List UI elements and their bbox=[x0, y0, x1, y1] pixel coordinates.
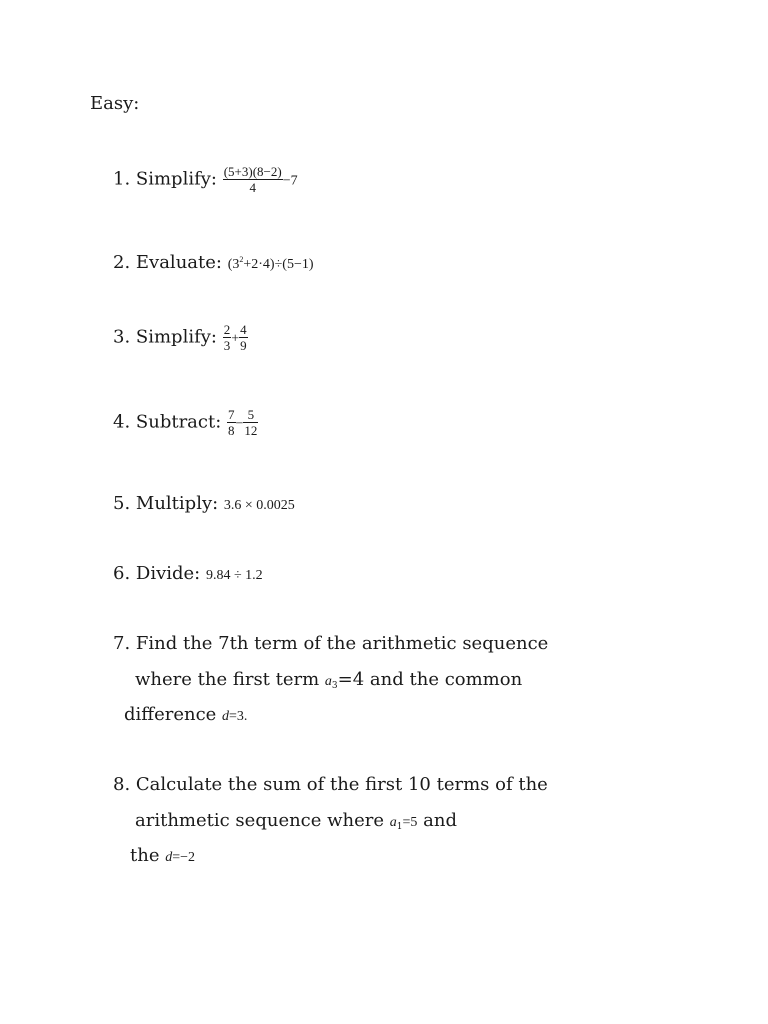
problem-8-line-2-end: and bbox=[417, 810, 457, 831]
problem-6-label: 6. Divide: bbox=[113, 563, 206, 584]
section-heading: Easy: bbox=[90, 93, 140, 114]
problem-3-f1-denominator: 3 bbox=[223, 338, 231, 353]
problem-8-d-value: =−2 bbox=[172, 850, 195, 865]
problem-4-operator: − bbox=[235, 416, 244, 432]
problem-3-label: 3. Simplify: bbox=[113, 326, 223, 348]
problem-2-exponent: 2 bbox=[239, 255, 244, 264]
problem-1-denominator: 4 bbox=[249, 180, 256, 195]
problem-1-tail: −7 bbox=[282, 173, 298, 189]
problem-4-f1-numerator: 7 bbox=[228, 407, 235, 422]
problem-3-f1-numerator: 2 bbox=[223, 322, 231, 337]
problem-8-d-variable: d bbox=[165, 850, 173, 865]
problem-1-fraction bbox=[223, 164, 283, 195]
problem-2 bbox=[113, 252, 314, 273]
problem-4-f1-denominator: 8 bbox=[228, 423, 235, 438]
problem-4 bbox=[113, 407, 258, 438]
problem-2-label: 2. Evaluate: bbox=[113, 252, 228, 273]
problem-2-expression bbox=[228, 257, 314, 272]
problem-1-label: 1. Simplify: bbox=[113, 168, 223, 190]
problem-7-line-2-end: and the common bbox=[364, 669, 523, 690]
problem-8-line-2 bbox=[135, 810, 457, 832]
problem-7-line-3-text: difference bbox=[124, 704, 223, 725]
problem-5-label: 5. Multiply: bbox=[113, 493, 224, 514]
problem-8-line-3-text: the bbox=[130, 845, 166, 866]
problem-8-subscript: 1 bbox=[396, 822, 403, 832]
problem-7-subscript: 3 bbox=[331, 681, 338, 691]
problem-6-expression: 9.84 ÷ 1.2 bbox=[205, 568, 263, 583]
problem-2-expr-end: +2·4)÷(5−1) bbox=[243, 257, 314, 272]
problem-7-value: =4 bbox=[337, 669, 365, 690]
problem-8-line-2-text: arithmetic sequence where bbox=[135, 810, 390, 831]
problem-7-line-2 bbox=[135, 669, 522, 691]
problem-7-line-3 bbox=[124, 704, 247, 725]
problem-3 bbox=[113, 322, 248, 353]
problem-3-fraction-2 bbox=[239, 322, 248, 353]
problem-7-d-value: =3. bbox=[229, 709, 248, 724]
problem-5-expression: 3.6 × 0.0025 bbox=[223, 498, 295, 513]
problem-8-variable: a bbox=[389, 815, 397, 830]
problem-4-fraction-2 bbox=[243, 407, 258, 438]
problem-4-f2-numerator: 5 bbox=[243, 407, 258, 423]
problem-4-label: 4. Subtract: bbox=[113, 411, 228, 433]
problem-6 bbox=[113, 563, 263, 584]
problem-8-line-3 bbox=[130, 845, 195, 866]
problem-3-f2-numerator: 4 bbox=[240, 322, 247, 337]
problem-7-d-variable: d bbox=[222, 709, 230, 724]
problem-8-line-1: 8. Calculate the sum of the first 10 terms of the bbox=[113, 774, 548, 795]
problem-4-fraction-1 bbox=[227, 407, 236, 438]
problem-3-operator: + bbox=[231, 331, 240, 347]
problem-7-line-1: 7. Find the 7th term of the arithmetic sequence bbox=[113, 633, 549, 654]
problem-2-expr-start: (3 bbox=[227, 257, 240, 272]
problem-3-fraction-1 bbox=[223, 322, 232, 353]
problem-7-variable: a bbox=[324, 674, 332, 689]
problem-1 bbox=[113, 164, 298, 195]
problem-4-f2-denominator: 12 bbox=[244, 423, 258, 438]
problem-5 bbox=[113, 493, 295, 514]
problem-7-line-2-text: where the first term bbox=[135, 669, 325, 690]
problem-3-f2-denominator: 9 bbox=[240, 338, 247, 353]
problem-1-numerator: (5+3)(8−2) bbox=[223, 164, 282, 179]
problem-8-value: =5 bbox=[402, 815, 418, 830]
